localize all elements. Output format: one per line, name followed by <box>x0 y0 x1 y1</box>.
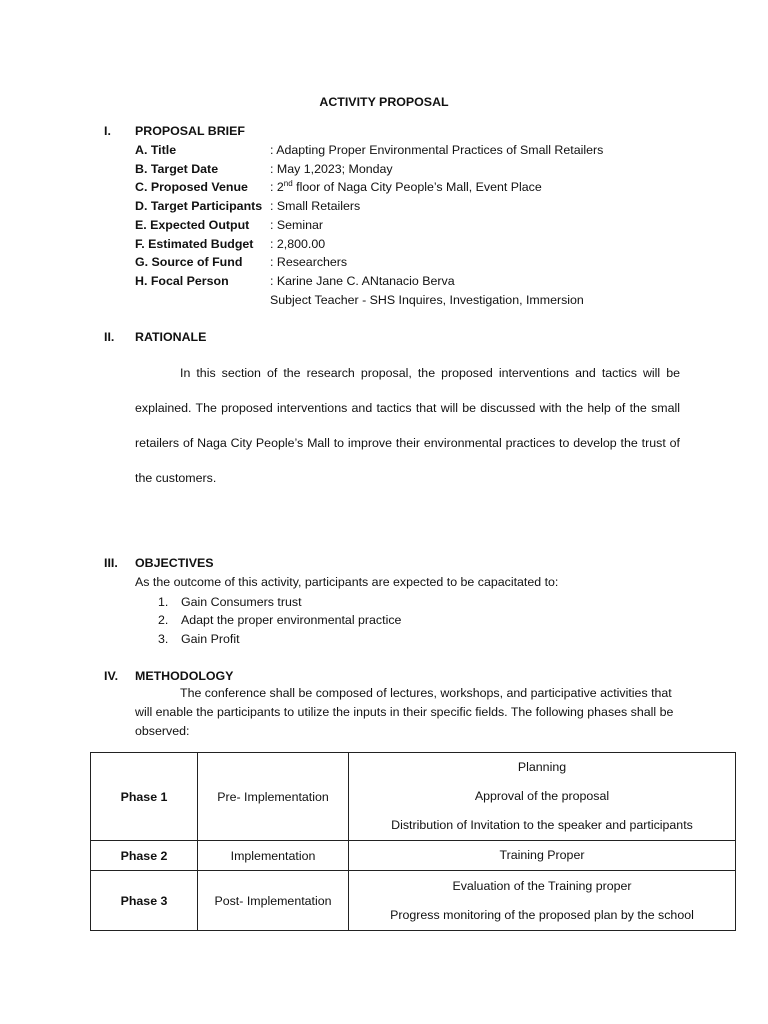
objective-number: 3. <box>158 632 169 646</box>
activity-line: Evaluation of the Training proper <box>452 878 632 893</box>
brief-fund-value: : Researchers <box>270 255 348 269</box>
venue-value-pre: : 2 <box>270 180 284 194</box>
activity-line: Training Proper <box>499 848 585 862</box>
brief-budget-label: F. Estimated Budget <box>135 237 254 251</box>
objective-item <box>158 613 401 627</box>
phases-table <box>90 752 736 931</box>
objective-text: Adapt the proper environmental practice <box>181 613 402 627</box>
brief-title-label: A. Title <box>135 143 177 157</box>
brief-budget-value: : 2,800.00 <box>270 237 326 251</box>
activity-line: Distribution of Invitation to the speaker and participants <box>391 818 693 832</box>
brief-focal-label: H. Focal Person <box>135 274 229 288</box>
objective-text: Gain Consumers trust <box>181 595 302 609</box>
venue-value-post: floor of Naga City People’s Mall, Event Place <box>292 180 542 194</box>
rationale-paragraph <box>135 356 680 496</box>
rationale-text: In this section of the research proposal, the proposed interventions and tactics will be explained. The proposed interventions and tactics that will be discussed with the help of the small retailers of Naga City People’s Mall to improve their environmental practices to develop the trust of the customers. <box>135 366 680 485</box>
objective-number: 2. <box>158 613 169 627</box>
activities-cell <box>349 841 736 871</box>
document-title: ACTIVITY PROPOSAL <box>319 95 449 109</box>
section-4-number: IV. <box>104 669 119 683</box>
activities-cell <box>349 871 736 931</box>
activities-cell <box>349 753 736 841</box>
activity-line: Progress monitoring of the proposed plan by the school <box>390 907 694 922</box>
objective-item <box>158 632 240 646</box>
section-3-number: III. <box>104 556 118 570</box>
activity-line: Approval of the proposal <box>474 789 610 803</box>
brief-date-label: B. Target Date <box>135 162 219 176</box>
brief-participants-value: : Small Retailers <box>270 199 361 213</box>
brief-output-label: E. Expected Output <box>135 218 250 232</box>
brief-focal-value: : Karine Jane C. ANtanacio Berva <box>270 274 455 288</box>
objectives-intro: As the outcome of this activity, participants are expected to be capacitated to: <box>135 575 559 589</box>
methodology-paragraph <box>135 684 680 741</box>
phase-cell: Phase 2 <box>91 841 198 871</box>
phase-cell: Phase 1 <box>91 753 198 841</box>
objective-text: Gain Profit <box>181 632 240 646</box>
brief-venue-label: C. Proposed Venue <box>135 180 248 194</box>
brief-focal-role: Subject Teacher - SHS Inquires, Investigation, Immersion <box>270 293 584 307</box>
section-2-heading: RATIONALE <box>135 330 207 344</box>
section-2-number: II. <box>104 330 115 344</box>
objective-item <box>158 595 302 609</box>
objective-number: 1. <box>158 595 169 609</box>
brief-venue-value <box>270 180 542 194</box>
brief-fund-label: G. Source of Fund <box>135 255 243 269</box>
table-row <box>91 841 736 871</box>
section-1-heading: PROPOSAL BRIEF <box>135 124 245 138</box>
table-row <box>91 871 736 931</box>
table-row <box>91 753 736 841</box>
brief-title-value: : Adapting Proper Environmental Practices of Small Retailers <box>270 143 604 157</box>
brief-date-value: : May 1,2023; Monday <box>270 162 393 176</box>
section-1-number: I. <box>104 124 111 138</box>
section-4-heading: METHODOLOGY <box>135 669 234 683</box>
stage-cell: Implementation <box>198 841 349 871</box>
methodology-text: The conference shall be composed of lectures, workshops, and participative activities that will enable the participants to utilize the inputs in their specific fields. The following phases shall be observed: <box>135 686 674 738</box>
brief-participants-label: D. Target Participants <box>135 199 263 213</box>
stage-cell: Post- Implementation <box>198 871 349 931</box>
section-3-heading: OBJECTIVES <box>135 556 214 570</box>
brief-output-value: : Seminar <box>270 218 324 232</box>
activity-line: Planning <box>517 760 567 774</box>
stage-cell: Pre- Implementation <box>198 753 349 841</box>
phase-cell: Phase 3 <box>91 871 198 931</box>
venue-value-sup: nd <box>283 179 293 188</box>
